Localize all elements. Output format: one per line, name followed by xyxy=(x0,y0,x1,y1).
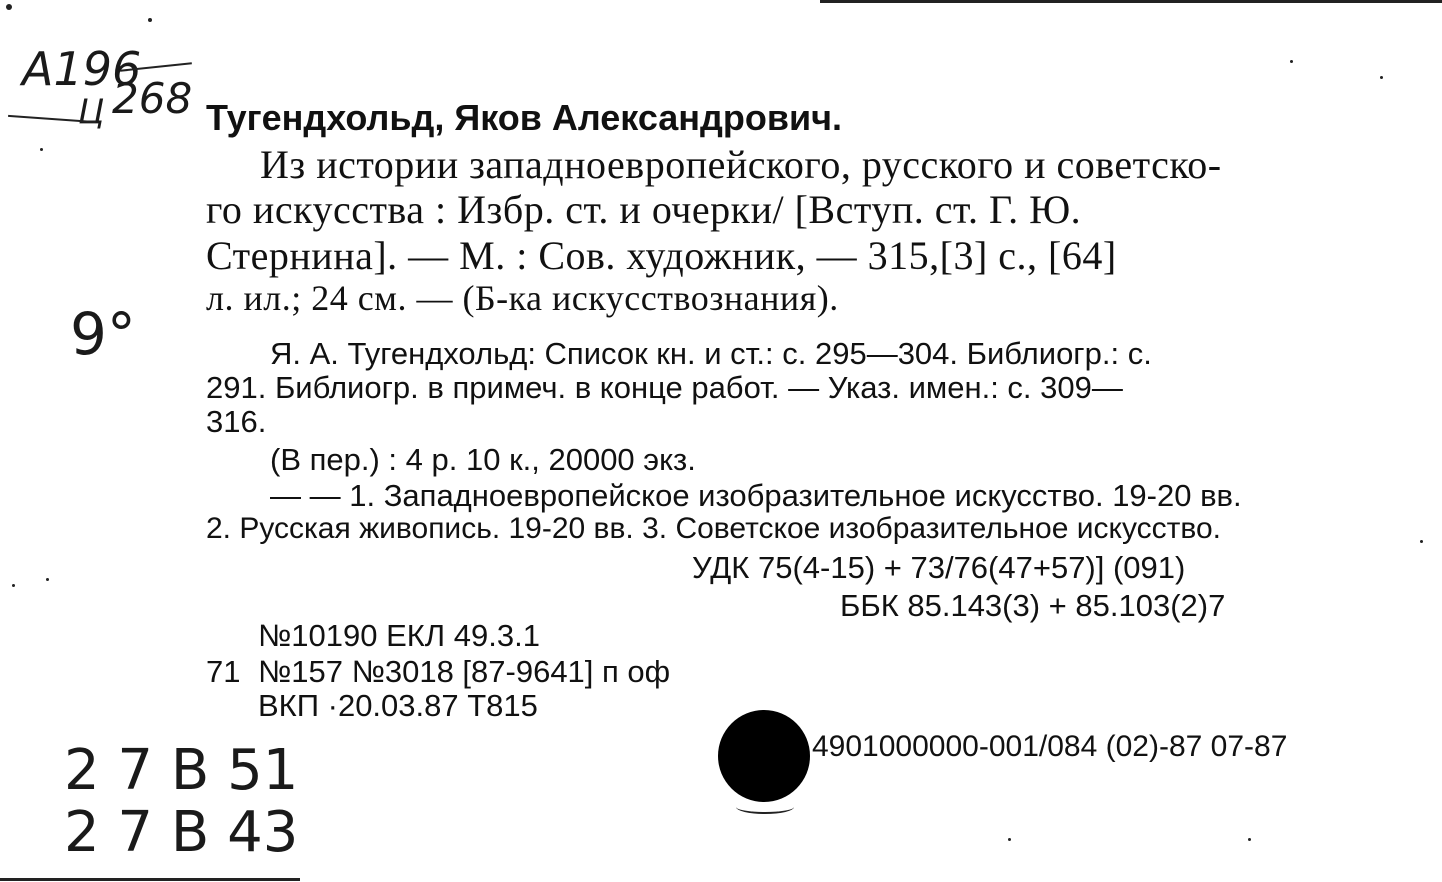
speck xyxy=(6,4,12,10)
bottom-border xyxy=(0,878,300,881)
speck xyxy=(1380,76,1383,79)
udk-line: УДК 75(4-15) + 73/76(47+57)] (091) xyxy=(692,550,1186,585)
speck xyxy=(1290,60,1293,63)
service-line-3: ВКП ·20.03.87 Т815 xyxy=(258,688,538,723)
shelfmark-top: А196 xyxy=(22,42,142,96)
top-border xyxy=(820,0,1442,3)
punch-hole xyxy=(718,710,810,802)
service-line-2: №157 №3018 [87-9641] п оф xyxy=(258,654,671,689)
handwritten-number-1: 2 7 B 51 xyxy=(64,738,299,803)
bbk-line: ББК 85.143(3) + 85.103(2)7 xyxy=(840,588,1226,623)
description-line-1: Из истории западноевропейского, русского и советско- xyxy=(260,142,1222,187)
service-line-1: №10190 ЕКЛ 49.3.1 xyxy=(258,618,540,653)
shelfmark-prefix: Ц xyxy=(78,92,105,132)
subjects-line-2: 2. Русская живопись. 19-20 вв. 3. Советское изобразительное искусство. xyxy=(206,512,1221,545)
speck xyxy=(1008,838,1011,841)
punch-hole-mark xyxy=(736,800,794,814)
author-heading: Тугендхольд, Яков Александрович. xyxy=(206,97,843,138)
description-line-2: го искусства : Избр. ст. и очерки/ [Вступ. ст. Г. Ю. xyxy=(206,187,1082,232)
speck xyxy=(1420,540,1423,543)
description-line-4: л. ил.; 24 см. — (Б-ка искусствознания). xyxy=(206,278,839,318)
speck xyxy=(148,18,152,22)
speck xyxy=(1248,838,1251,841)
handwritten-number-2: 2 7 B 43 xyxy=(64,800,299,865)
publisher-code: 4901000000-001/084 (02)-87 07-87 xyxy=(812,730,1288,763)
notes-line-1: Я. А. Тугендхольд: Список кн. и ст.: с. 295—304. Библиогр.: с. xyxy=(270,336,1152,371)
margin-note: 9° xyxy=(70,300,136,368)
speck xyxy=(12,584,15,587)
speck xyxy=(40,148,43,151)
notes-line-3: 316. xyxy=(206,404,267,439)
service-line-2-prefix: 71 xyxy=(206,654,241,689)
description-line-3: Стернина]. — М. : Сов. художник, — 315,[3] с., [64] xyxy=(206,233,1117,278)
speck xyxy=(46,578,49,581)
notes-line-2: 291. Библиогр. в примеч. в конце работ. — Указ. имен.: с. 309— xyxy=(206,370,1123,405)
price-line: (В пер.) : 4 р. 10 к., 20000 экз. xyxy=(270,442,696,477)
subjects-line-1: — — 1. Западноевропейское изобразительное искусство. 19-20 вв. xyxy=(270,478,1242,513)
shelfmark-bottom: 268 xyxy=(112,74,193,123)
